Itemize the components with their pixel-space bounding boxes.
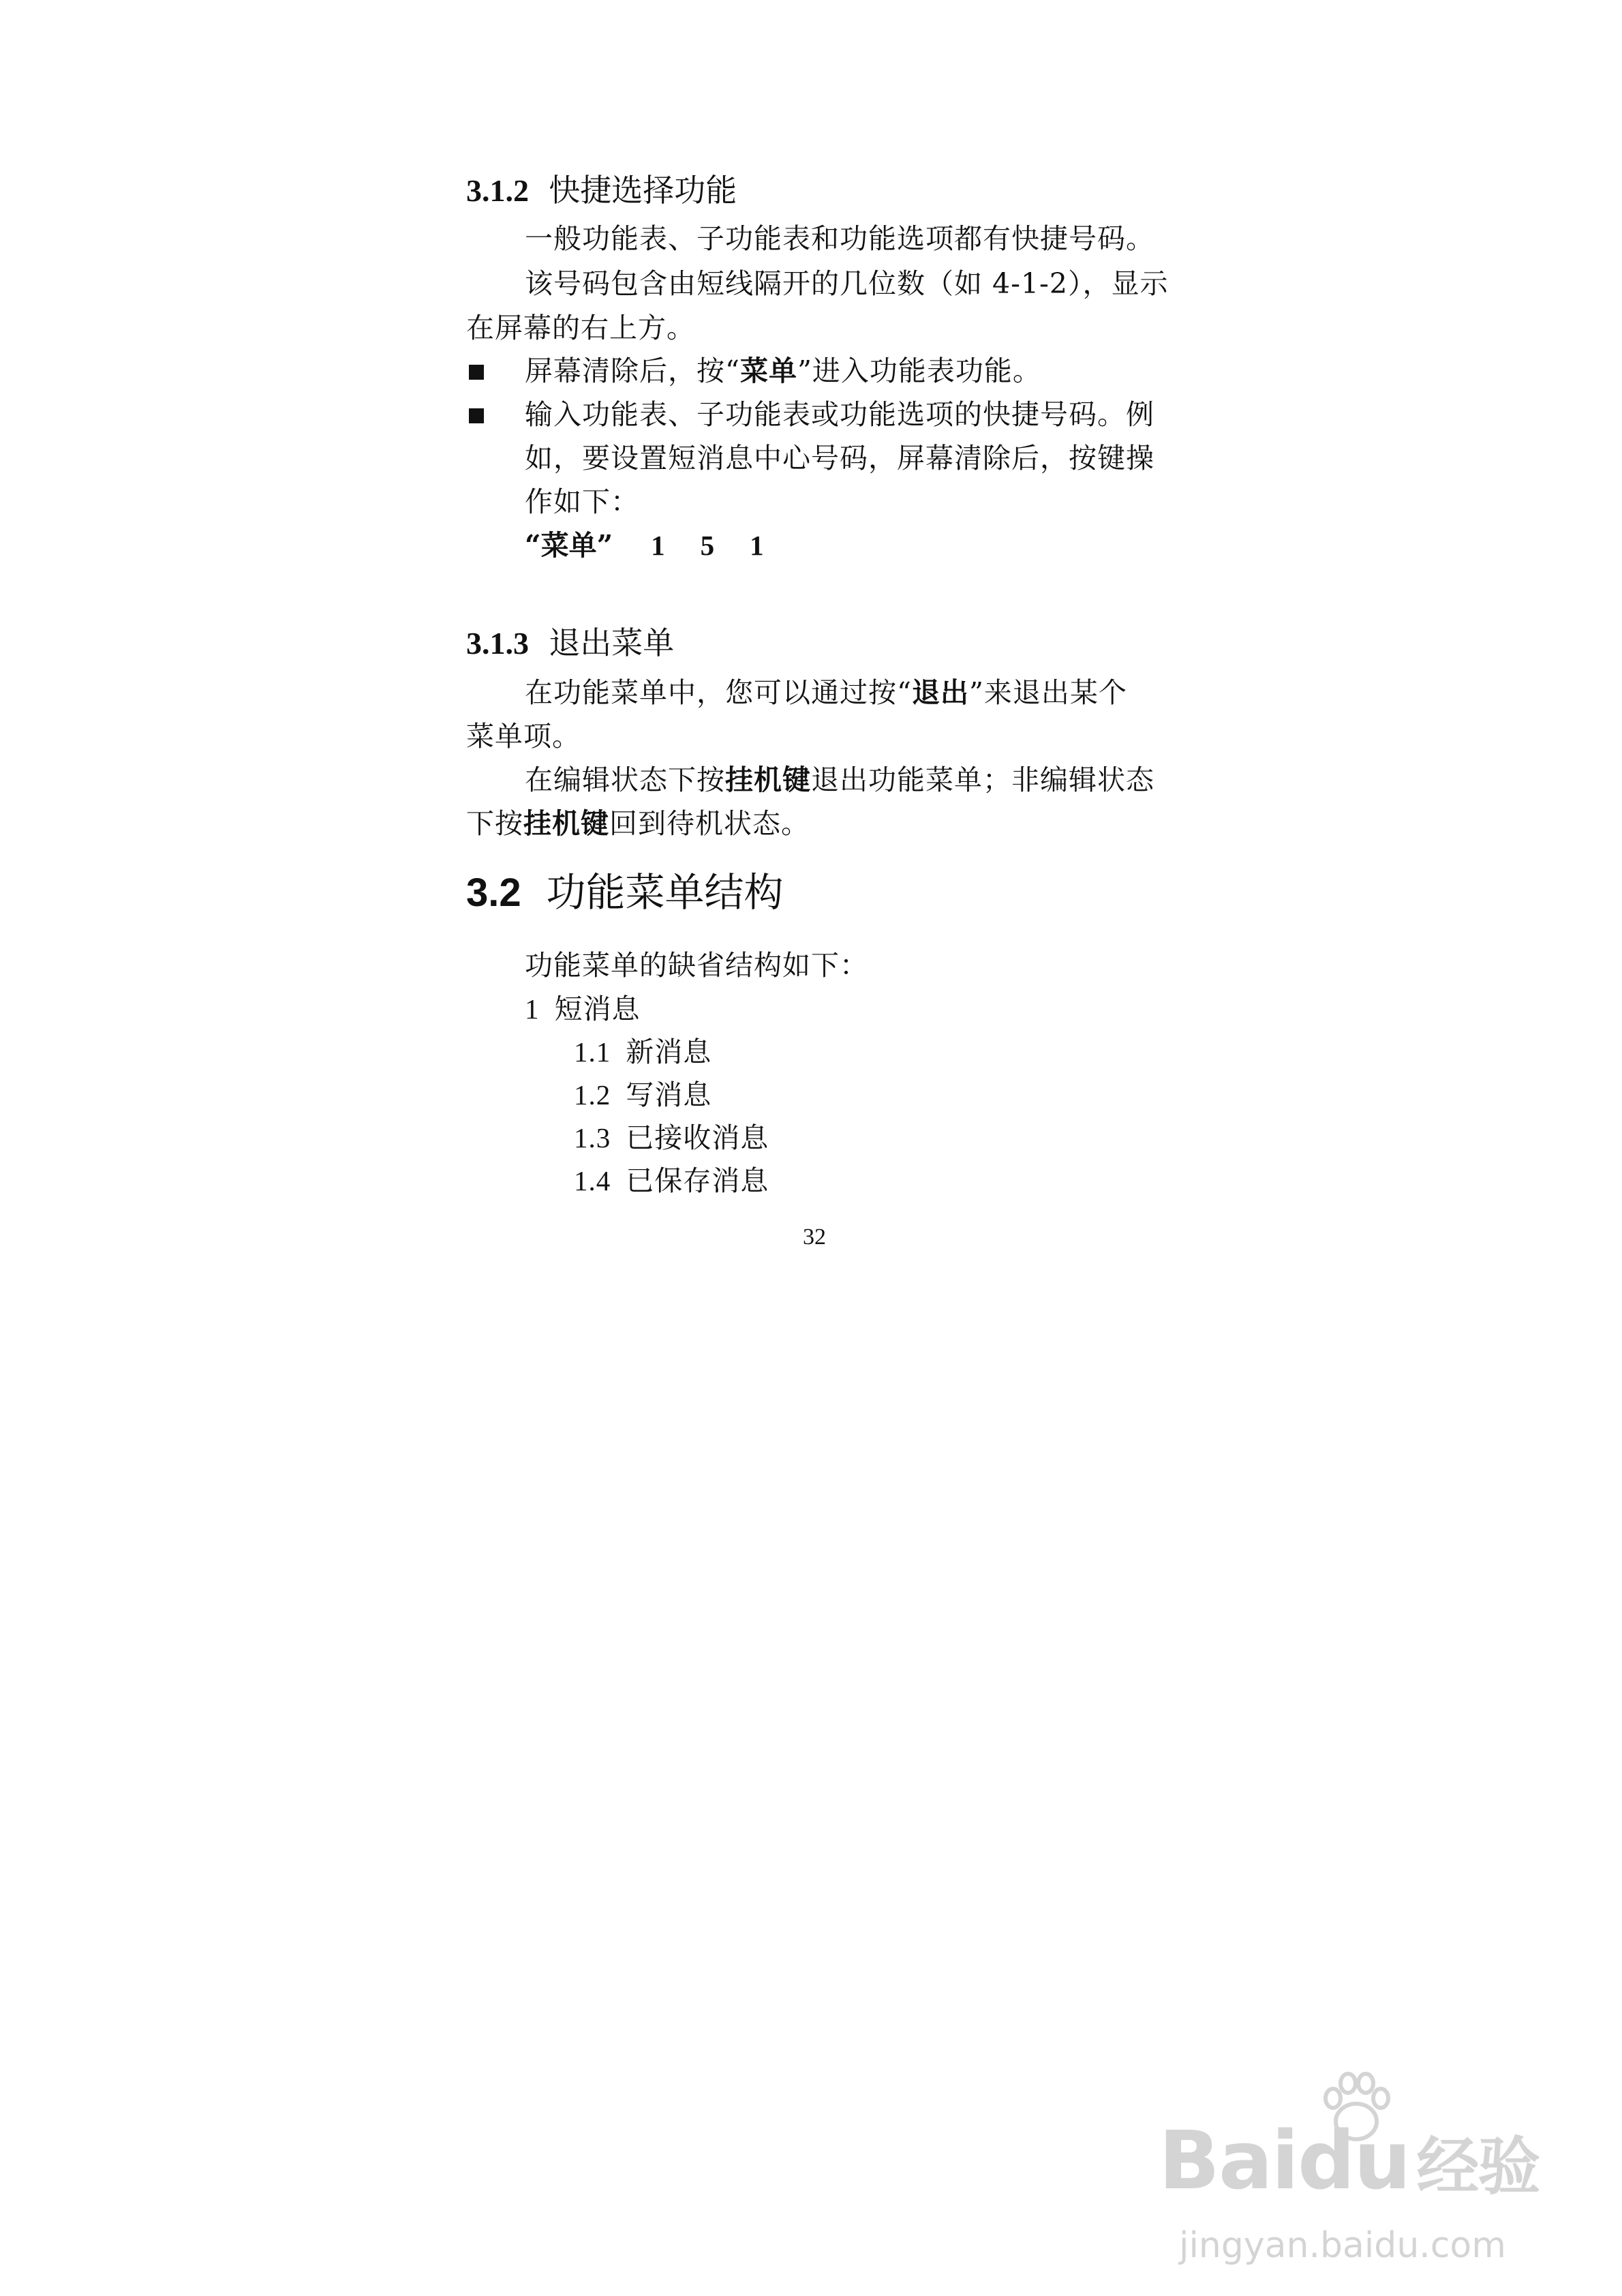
submenu-item: 1.4 已保存消息 bbox=[574, 1164, 769, 1197]
paragraph: 一般功能表、子功能表和功能选项都有快捷号码。 bbox=[525, 222, 1154, 255]
section-number: 3.2 bbox=[466, 871, 521, 915]
section-number: 3.1.2 bbox=[466, 173, 529, 208]
section-number: 3.1.3 bbox=[466, 626, 529, 661]
key-menu: “菜单” bbox=[525, 529, 613, 562]
bullet-item: 屏幕清除后，按“菜单”进入功能表功能。 bbox=[525, 354, 1041, 387]
key-sequence bbox=[525, 529, 764, 562]
bullet-item-line: 输入功能表、子功能表或功能选项的快捷号码。例 bbox=[525, 398, 1154, 431]
section-title: 快捷选择功能 bbox=[549, 172, 737, 209]
paragraph-line: 该号码包含由短线隔开的几位数（如 4-1-2），显示 bbox=[525, 267, 1169, 300]
key-digit: 1 bbox=[750, 530, 764, 561]
section-3-2-heading bbox=[466, 869, 784, 916]
submenu-item: 1.3 已接收消息 bbox=[574, 1121, 769, 1154]
watermark-brand: Baidu 经验 bbox=[1159, 2113, 1540, 2207]
key-digit: 1 bbox=[651, 530, 665, 561]
submenu-item: 1.2 写消息 bbox=[574, 1078, 712, 1111]
baidu-jingyan-watermark bbox=[1152, 2059, 1554, 2284]
paragraph-line: 菜单项。 bbox=[466, 720, 581, 753]
section-3-1-2-heading bbox=[466, 172, 737, 209]
watermark-url: jingyan.baidu.com bbox=[1179, 2225, 1506, 2266]
section-3-1-3-heading bbox=[466, 624, 675, 661]
paragraph-line: 在功能菜单中，您可以通过按“退出”来退出某个 bbox=[525, 676, 1127, 709]
section-title: 功能菜单结构 bbox=[546, 869, 784, 916]
square-bullet-icon bbox=[469, 408, 484, 423]
page-number: 32 bbox=[803, 1224, 826, 1250]
square-bullet-icon bbox=[469, 365, 484, 380]
submenu-item: 1.1 新消息 bbox=[574, 1036, 712, 1068]
paragraph-line: 下按挂机键回到待机状态。 bbox=[466, 807, 810, 840]
bullet-item-line: 作如下： bbox=[525, 485, 639, 518]
key-digit: 5 bbox=[700, 530, 715, 561]
paragraph-line: 在编辑状态下按挂机键退出功能菜单；非编辑状态 bbox=[525, 764, 1154, 796]
section-title: 退出菜单 bbox=[549, 624, 675, 661]
paragraph-line: 在屏幕的右上方。 bbox=[466, 312, 695, 344]
bullet-item-line: 如，要设置短消息中心号码，屏幕清除后，按键操 bbox=[525, 442, 1154, 474]
menu-item: 1 短消息 bbox=[525, 993, 641, 1025]
paragraph: 功能菜单的缺省结构如下： bbox=[525, 949, 868, 982]
